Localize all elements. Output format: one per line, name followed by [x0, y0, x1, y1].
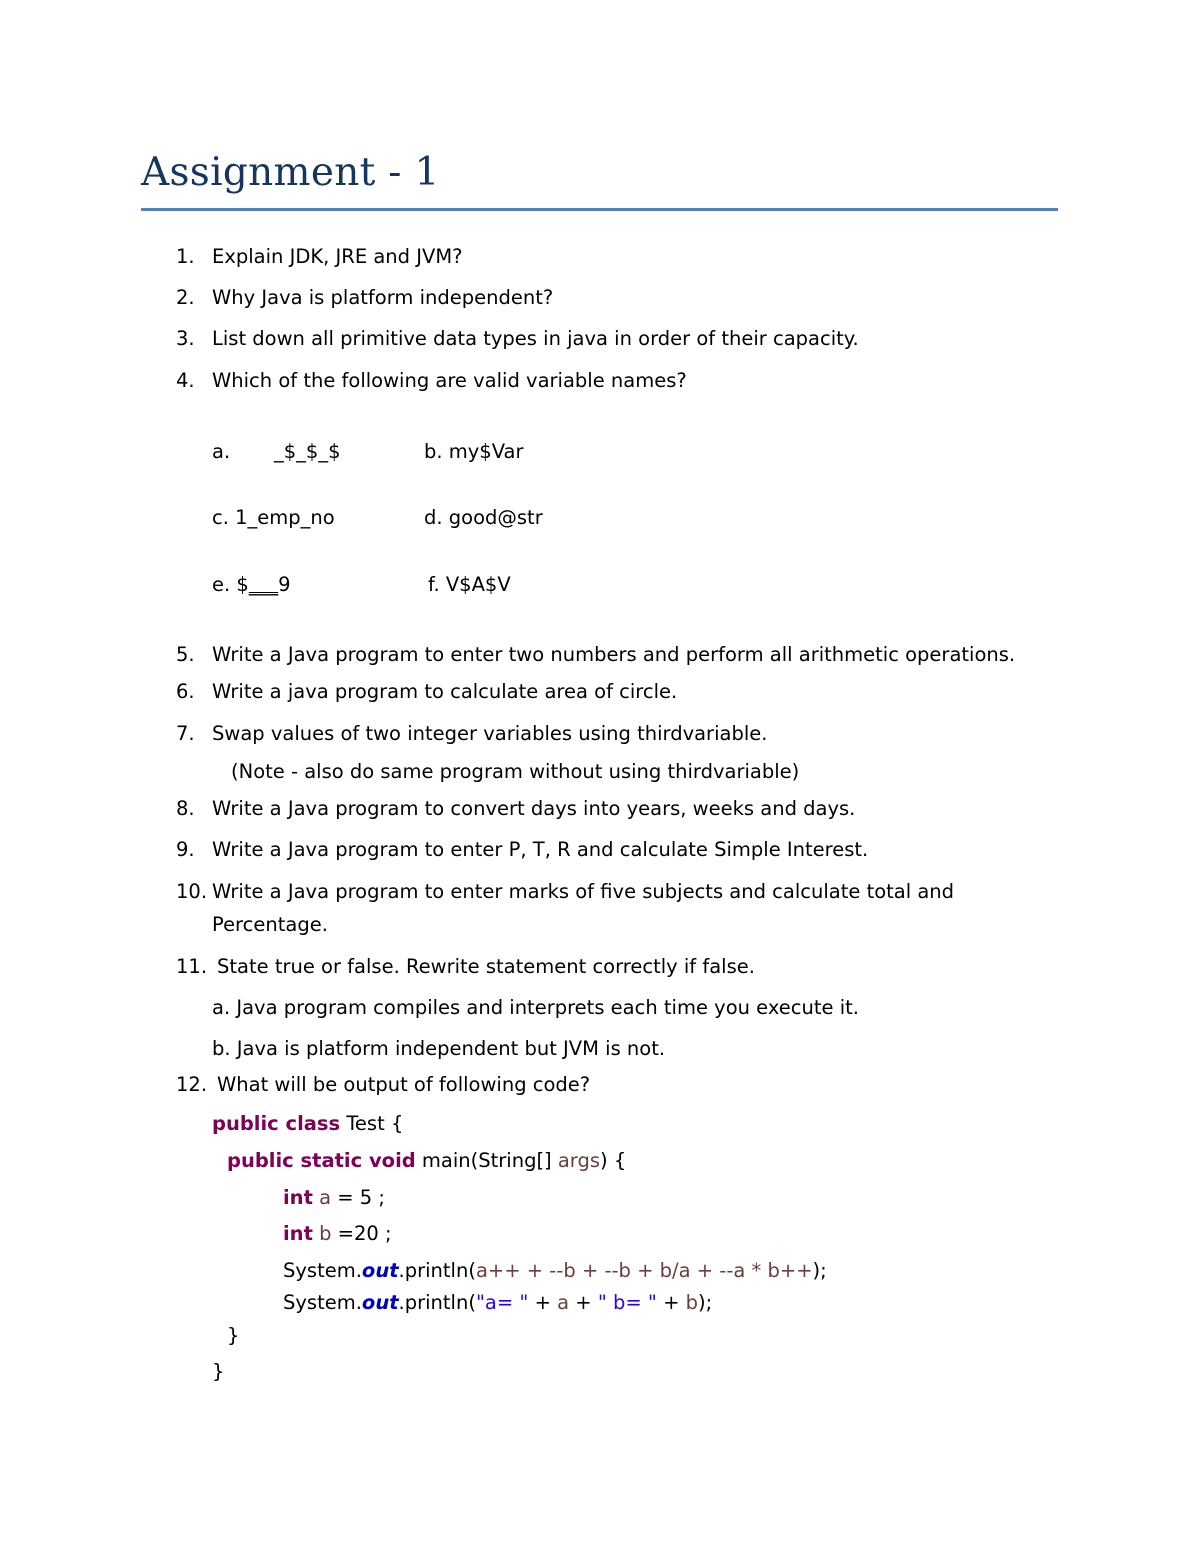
question-number: 2. — [176, 286, 195, 309]
option-e: e. $___9 — [212, 573, 291, 596]
question-text: List down all primitive data types in java in order of their capacity. — [212, 327, 859, 350]
question-text: State true or false. Rewrite statement correctly if false. — [217, 955, 755, 978]
question-number: 6. — [176, 680, 195, 703]
q11-item-b: b. Java is platform independent but JVM is not. — [212, 1037, 666, 1060]
question-text: Write a Java program to enter marks of five subjects and calculate total and — [212, 880, 955, 903]
page-title: Assignment - 1 — [141, 150, 440, 195]
option-d: d. good@str — [424, 506, 543, 529]
question-text: Write a Java program to enter two numbers and perform all arithmetic operations. — [212, 643, 1016, 666]
code-line-int-a: int a = 5 ; — [283, 1186, 385, 1209]
question-number: 11. — [176, 955, 208, 978]
option-b: b. my$Var — [424, 440, 524, 463]
code-line-int-b: int b =20 ; — [283, 1222, 392, 1245]
code-close-method: } — [227, 1324, 240, 1347]
question-10-continued: Percentage. — [212, 913, 328, 936]
code-line-println-2: System.out.println("a= " + a + " b= " + b); — [283, 1291, 713, 1314]
question-text: What will be output of following code? — [217, 1073, 591, 1096]
question-text: Which of the following are valid variable names? — [212, 369, 687, 392]
question-number: 4. — [176, 369, 195, 392]
question-text: Write a Java program to convert days into years, weeks and days. — [212, 797, 856, 820]
question-number: 8. — [176, 797, 195, 820]
question-number: 9. — [176, 838, 195, 861]
question-number: 10. — [176, 880, 208, 903]
title-underline — [141, 208, 1058, 211]
question-text: Swap values of two integer variables using thirdvariable. — [212, 722, 768, 745]
question-number: 5. — [176, 643, 195, 666]
code-close-class: } — [212, 1360, 225, 1383]
question-number: 3. — [176, 327, 195, 350]
question-number: 7. — [176, 722, 195, 745]
option-a-label: a. — [212, 440, 231, 463]
code-line-main: public static void main(String[] args) { — [227, 1149, 627, 1172]
question-text: Why Java is platform independent? — [212, 286, 554, 309]
q11-item-a: a. Java program compiles and interprets each time you execute it. — [212, 996, 859, 1019]
option-f: f. V$A$V — [428, 573, 511, 596]
option-c: c. 1_emp_no — [212, 506, 335, 529]
question-number: 12. — [176, 1073, 208, 1096]
question-text: Write a java program to calculate area of circle. — [212, 680, 678, 703]
code-line-println-1: System.out.println(a++ + --b + --b + b/a + --a * b++); — [283, 1259, 827, 1282]
question-text: Write a Java program to enter P, T, R and calculate Simple Interest. — [212, 838, 869, 861]
question-text: Explain JDK, JRE and JVM? — [212, 245, 463, 268]
question-number: 1. — [176, 245, 195, 268]
question-7-note: (Note - also do same program without using thirdvariable) — [231, 760, 800, 783]
code-line-class: public class Test { — [212, 1112, 404, 1135]
option-a-value: _$_$_$ — [274, 440, 341, 463]
